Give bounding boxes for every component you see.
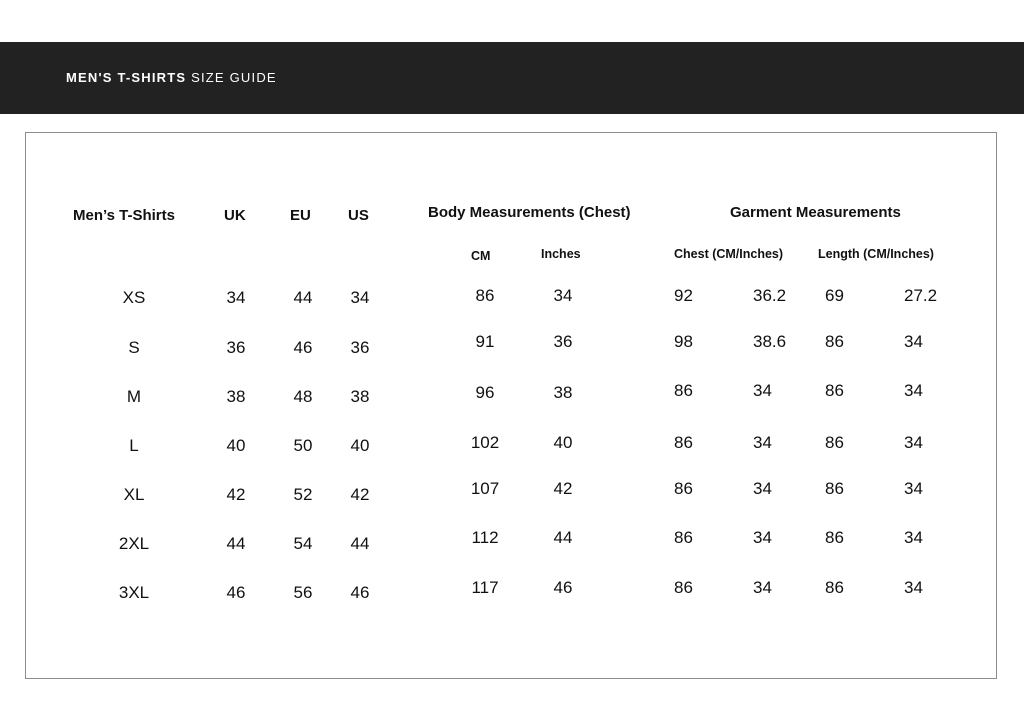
uk-cell: 46 xyxy=(226,583,246,602)
chest-cm-cell: 112 xyxy=(471,528,499,547)
eu-cell: 56 xyxy=(293,583,313,602)
garment-chest-inches-cell: 34 xyxy=(753,433,772,452)
size-cell: M xyxy=(126,387,142,406)
subheader-inches: Inches xyxy=(541,247,581,261)
page-header xyxy=(0,42,1024,114)
title-light: SIZE GUIDE xyxy=(191,70,277,85)
garment-chest-cm-cell: 98 xyxy=(674,332,693,351)
chest-inches-cell: 38 xyxy=(553,383,573,402)
garment-chest-inches-cell: 34 xyxy=(753,381,772,400)
chest-inches-cell: 34 xyxy=(553,286,573,305)
size-guide-card xyxy=(25,132,997,679)
garment-chest-cm-cell: 86 xyxy=(674,578,693,597)
chest-cm-cell: 102 xyxy=(470,433,500,452)
garment-length-cm-cell: 86 xyxy=(825,332,844,351)
garment-chest-inches-cell: 34 xyxy=(753,479,772,498)
garment-chest-inches-cell: 34 xyxy=(753,528,772,547)
garment-chest-cm-cell: 86 xyxy=(674,479,693,498)
garment-length-inches-cell: 34 xyxy=(904,578,923,597)
garment-chest-inches-cell: 36.2 xyxy=(753,286,787,305)
garment-length-cm-cell: 86 xyxy=(825,381,844,400)
us-cell: 42 xyxy=(350,485,370,504)
subheader-cm: CM xyxy=(471,249,491,263)
chest-cm-cell: 107 xyxy=(470,479,500,498)
chest-inches-cell: 44 xyxy=(553,528,573,547)
uk-cell: 44 xyxy=(226,534,246,553)
size-cell: L xyxy=(129,436,139,455)
garment-length-cm-cell: 86 xyxy=(825,528,844,547)
subheader-length: Length (CM/Inches) xyxy=(818,247,934,261)
us-cell: 40 xyxy=(350,436,370,455)
chest-cm-cell: 86 xyxy=(475,286,495,305)
garment-length-inches-cell: 34 xyxy=(904,433,923,452)
us-cell: 34 xyxy=(350,288,370,307)
garment-chest-cm-cell: 86 xyxy=(674,433,693,452)
eu-cell: 46 xyxy=(293,338,313,357)
uk-cell: 40 xyxy=(226,436,246,455)
header-eu: EU xyxy=(290,207,311,224)
garment-chest-inches-cell: 34 xyxy=(753,578,772,597)
garment-length-inches-cell: 34 xyxy=(904,479,923,498)
us-cell: 38 xyxy=(350,387,370,406)
garment-length-cm-cell: 86 xyxy=(825,578,844,597)
garment-length-inches-cell: 34 xyxy=(904,332,923,351)
garment-length-inches-cell: 34 xyxy=(904,381,923,400)
size-cell: S xyxy=(128,338,140,357)
title-bold: MEN'S T-SHIRTS xyxy=(66,70,187,85)
garment-length-cm-cell: 86 xyxy=(825,433,844,452)
page-title xyxy=(66,70,277,85)
garment-length-cm-cell: 86 xyxy=(825,479,844,498)
header-garment-measurements: Garment Measurements xyxy=(730,204,901,221)
garment-chest-inches-cell: 38.6 xyxy=(753,332,787,351)
garment-length-inches-cell: 34 xyxy=(904,528,923,547)
size-cell: XS xyxy=(122,288,146,307)
eu-cell: 54 xyxy=(293,534,313,553)
size-cell: XL xyxy=(123,485,145,504)
uk-cell: 34 xyxy=(226,288,246,307)
chest-cm-cell: 117 xyxy=(471,578,499,597)
garment-length-cm-cell: 69 xyxy=(825,286,844,305)
us-cell: 44 xyxy=(350,534,370,553)
header-us: US xyxy=(348,207,369,224)
eu-cell: 50 xyxy=(293,436,313,455)
garment-chest-cm-cell: 92 xyxy=(674,286,693,305)
size-cell: 2XL xyxy=(118,534,150,553)
us-cell: 36 xyxy=(350,338,370,357)
subheader-chest: Chest (CM/Inches) xyxy=(674,247,784,261)
eu-cell: 52 xyxy=(293,485,313,504)
eu-cell: 44 xyxy=(293,288,313,307)
garment-chest-cm-cell: 86 xyxy=(674,528,693,547)
uk-cell: 36 xyxy=(226,338,246,357)
header-body-measurements: Body Measurements (Chest) xyxy=(428,204,631,221)
chest-inches-cell: 36 xyxy=(553,332,573,351)
eu-cell: 48 xyxy=(293,387,313,406)
garment-length-inches-cell: 27.2 xyxy=(904,286,938,305)
uk-cell: 38 xyxy=(226,387,246,406)
chest-inches-cell: 46 xyxy=(553,578,573,597)
header-mens-tshirts: Men’s T-Shirts xyxy=(73,207,175,224)
chest-inches-cell: 40 xyxy=(553,433,573,452)
size-cell: 3XL xyxy=(118,583,150,602)
us-cell: 46 xyxy=(350,583,370,602)
uk-cell: 42 xyxy=(226,485,246,504)
garment-chest-cm-cell: 86 xyxy=(674,381,693,400)
chest-inches-cell: 42 xyxy=(553,479,573,498)
header-uk: UK xyxy=(224,207,246,224)
chest-cm-cell: 96 xyxy=(475,383,495,402)
chest-cm-cell: 91 xyxy=(475,332,495,351)
